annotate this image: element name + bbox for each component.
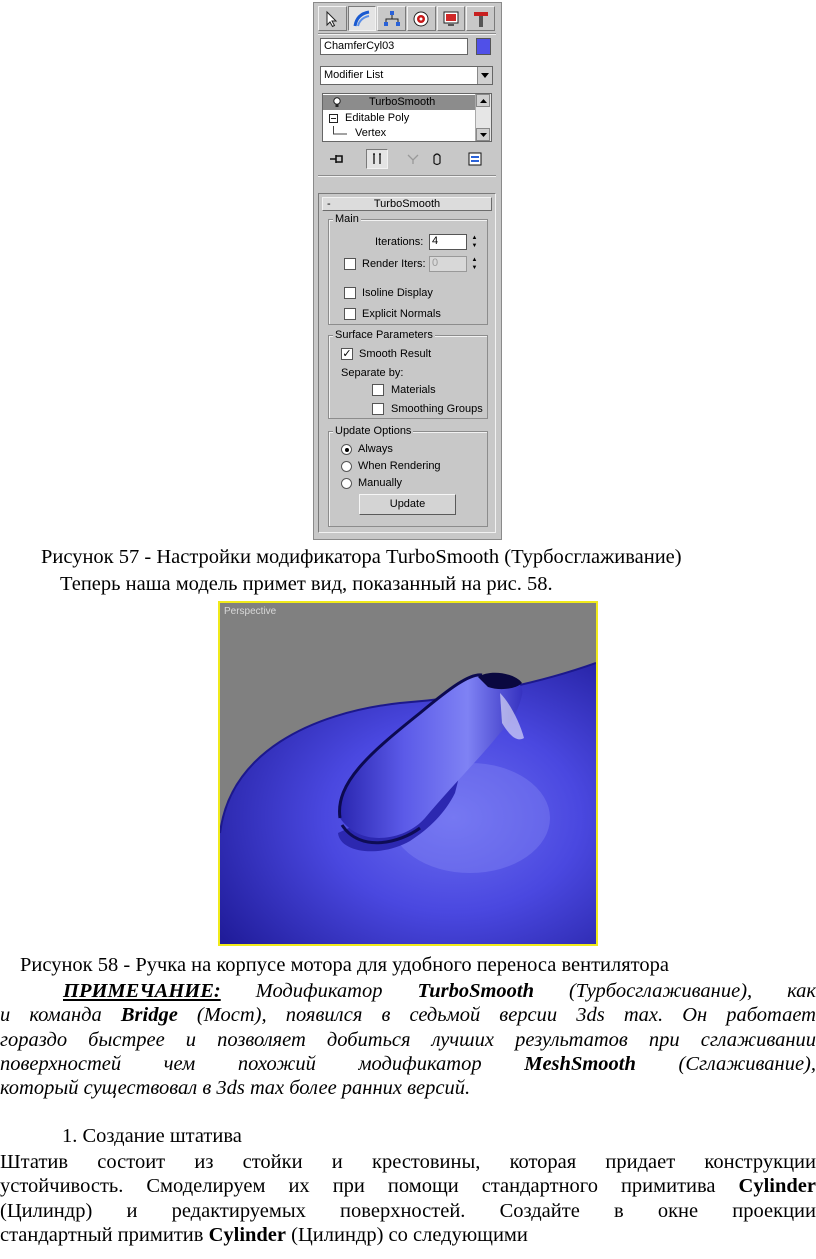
utilities-tab[interactable] <box>466 6 495 31</box>
modifier-stack[interactable] <box>322 93 492 142</box>
separator <box>318 33 496 35</box>
isoline-display-checkbox[interactable] <box>344 287 356 299</box>
motion-tab[interactable] <box>407 6 436 31</box>
note-line-4: поверхностей чем похожий модификатор MeshSmooth (Сглаживание), <box>0 1052 816 1075</box>
body-line-2: устойчивость. Смоделируем их при помощи стандартного примитива Cylinder <box>0 1175 816 1198</box>
group-title: Surface Parameters <box>335 329 433 341</box>
cylinder-term: Cylinder <box>208 1223 287 1246</box>
hierarchy-tab[interactable] <box>377 6 406 31</box>
stack-item-label: Editable Poly <box>345 112 410 124</box>
always-label: Always <box>358 443 393 455</box>
meshsmooth-term: MeshSmooth <box>524 1052 636 1075</box>
arrow-down-icon <box>480 133 487 137</box>
modifier-list-label: Modifier List <box>324 69 384 81</box>
arrow-up-icon <box>480 99 487 103</box>
create-tab[interactable] <box>318 6 347 31</box>
figure-57-caption: Рисунок 57 - Настройки модификатора TurboSmooth (Турбосглаживание) <box>41 546 682 568</box>
manually-label: Manually <box>358 477 403 489</box>
isoline-display-label: Isoline Display <box>362 287 433 299</box>
stack-toolbar <box>322 149 492 169</box>
when-rendering-label: When Rendering <box>358 460 441 472</box>
render-iters-checkbox[interactable] <box>344 258 356 270</box>
trash-icon <box>431 152 443 166</box>
separator <box>318 175 496 177</box>
rollout-toggle[interactable]: - <box>327 198 331 210</box>
figure-58-caption: Рисунок 58 - Ручка на корпусе мотора для удобного переноса вентилятора <box>20 954 669 976</box>
body-paragraph <box>0 1150 816 1247</box>
stack-item-label: TurboSmooth <box>369 96 436 108</box>
remove-modifier-button[interactable] <box>426 149 448 169</box>
smoothing-groups-checkbox[interactable] <box>372 403 384 415</box>
end-result-icon <box>370 152 384 166</box>
modifier-list-dropdown[interactable] <box>320 66 493 85</box>
render-iters-label: Render Iters: <box>362 258 426 270</box>
display-icon <box>442 10 460 28</box>
lightbulb-icon <box>333 97 341 108</box>
perspective-viewport <box>218 601 598 946</box>
render-iters-spinner[interactable]: ▲ ▼ <box>471 257 478 271</box>
explicit-normals-label: Explicit Normals <box>362 308 441 320</box>
note-line-3: гораздо быстрее и позволяет добиться лучших результатов при сглаживании <box>0 1028 816 1051</box>
stack-item-vertex[interactable] <box>323 126 475 141</box>
separate-by-label: Separate by: <box>341 367 404 379</box>
display-tab[interactable] <box>437 6 466 31</box>
pin-icon <box>329 153 345 165</box>
rollout-header[interactable] <box>322 197 492 211</box>
smooth-result-label: Smooth Result <box>359 348 432 360</box>
body-line-1: Штатив состоит из стойки и крестовины, которая придает конструкции <box>0 1151 816 1173</box>
turbosmooth-term: TurboSmooth <box>417 980 535 1002</box>
rollout-title: TurboSmooth <box>373 198 441 210</box>
tree-branch-icon <box>333 126 349 141</box>
stack-item-turbosmooth[interactable] <box>323 95 475 110</box>
command-panel <box>313 2 502 540</box>
update-button[interactable]: Update <box>359 494 456 515</box>
show-end-result-button[interactable] <box>366 149 388 169</box>
dropdown-arrow-button[interactable] <box>477 67 492 84</box>
object-color-swatch[interactable] <box>476 38 491 55</box>
scroll-up-button[interactable] <box>476 94 490 107</box>
materials-checkbox[interactable] <box>372 384 384 396</box>
render-iters-input[interactable]: 0 <box>429 256 467 272</box>
create-icon <box>323 10 341 28</box>
main-group <box>328 213 488 325</box>
intro-line: Теперь наша модель примет вид, показанный на рис. 58. <box>60 573 553 595</box>
scroll-down-button[interactable] <box>476 128 490 141</box>
body-line-4: стандартный примитив Cylinder (Цилиндр) со следующими <box>0 1223 528 1246</box>
stack-item-label: Vertex <box>355 127 387 139</box>
always-radio[interactable] <box>341 444 352 455</box>
note-line-5: который существовал в 3ds max более ранних версий. <box>0 1077 471 1100</box>
group-title: Main <box>335 213 359 225</box>
note-line-1: ПРИМЕЧАНИЕ: Модификатор TurboSmooth (Турбосглаживание), как <box>63 980 816 1002</box>
body-line-3: (Цилиндр) и редактируемых поверхностей. Создайте в окне проекции <box>0 1199 816 1222</box>
viewport-label: Perspective <box>224 606 277 617</box>
chevron-down-icon <box>481 73 489 78</box>
cylinder-term: Cylinder <box>738 1175 816 1198</box>
make-unique-button[interactable] <box>402 149 424 169</box>
motion-icon <box>412 10 430 28</box>
turbosmooth-rollout <box>318 193 496 533</box>
rendered-model <box>220 603 596 944</box>
smooth-result-checkbox[interactable] <box>341 348 353 360</box>
smoothing-groups-label: Smoothing Groups <box>391 403 483 415</box>
configure-icon <box>468 152 482 166</box>
configure-modifier-sets-button[interactable] <box>464 149 486 169</box>
surface-parameters-group <box>328 329 488 419</box>
stack-item-editable-poly[interactable] <box>323 111 475 126</box>
hierarchy-icon <box>383 10 401 28</box>
pin-stack-button[interactable] <box>326 149 348 169</box>
when-rendering-radio[interactable] <box>341 461 352 472</box>
check-icon: ✓ <box>342 348 352 360</box>
utilities-icon <box>472 10 490 28</box>
bridge-term: Bridge <box>120 1004 178 1027</box>
group-title: Update Options <box>335 425 412 437</box>
modify-icon <box>353 10 371 28</box>
manually-radio[interactable] <box>341 478 352 489</box>
iterations-spinner[interactable]: ▲ ▼ <box>471 235 478 249</box>
explicit-normals-checkbox[interactable] <box>344 308 356 320</box>
stack-scrollbar[interactable] <box>475 94 491 141</box>
materials-label: Materials <box>391 384 436 396</box>
note-paragraph <box>0 979 816 1100</box>
panel-tabs <box>318 6 496 33</box>
modify-tab[interactable] <box>348 6 377 31</box>
iterations-input[interactable]: 4 <box>429 234 467 250</box>
note-label: ПРИМЕЧАНИЕ: <box>63 980 221 1002</box>
object-name-field[interactable]: ChamferCyl03 <box>320 38 468 55</box>
section-heading: 1. Создание штатива <box>62 1125 242 1147</box>
make-unique-icon <box>406 152 420 166</box>
collapse-box-icon <box>329 114 338 123</box>
note-line-2: и команда Bridge (Мост), появился в седьмой версии 3ds max. Он работает <box>0 1004 816 1027</box>
iterations-label: Iterations: <box>375 236 424 248</box>
